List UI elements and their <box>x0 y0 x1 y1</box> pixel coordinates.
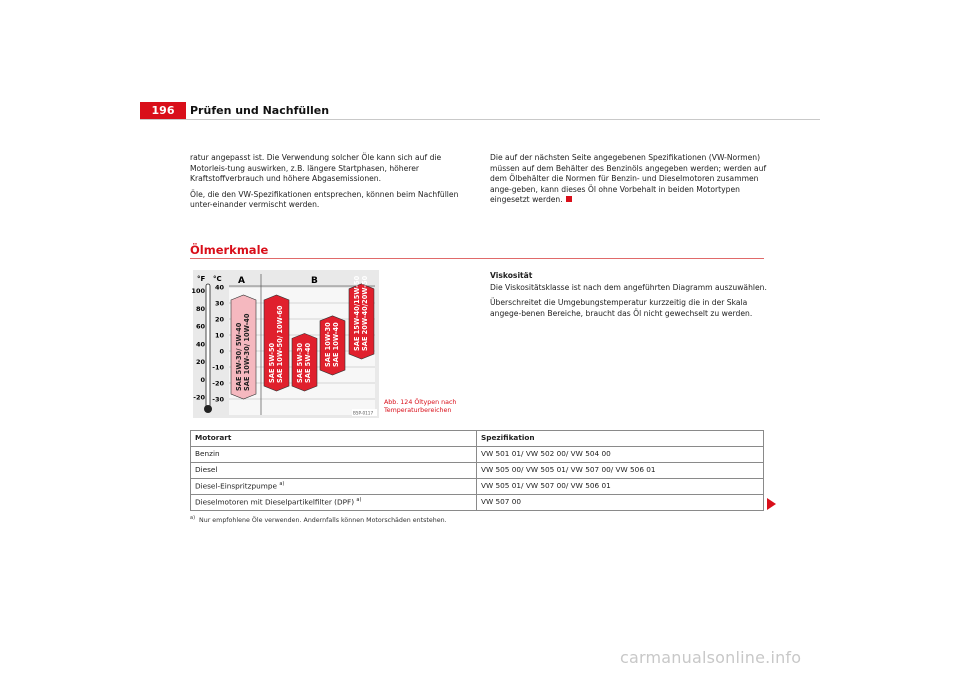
table-row <box>191 479 764 495</box>
watermark: carmanualsonline.info <box>620 648 802 667</box>
viscosity-heading: Viskosität <box>490 271 533 280</box>
footnote <box>190 515 447 524</box>
fahrenheit-label: °F <box>197 275 206 283</box>
specification-cell: VW 507 00 <box>477 495 764 511</box>
oil-grade-label: SAE 5W-30/ 5W-40 <box>235 322 243 391</box>
celsius-tick-label: -10 <box>212 363 224 372</box>
oil-grade-label: SAE 10W-40 <box>332 322 340 367</box>
right-column <box>490 153 768 211</box>
fahrenheit-tick-label: 20 <box>195 358 205 367</box>
oil-grade-label: SAE 5W-50 <box>268 342 276 383</box>
header-divider <box>140 119 820 120</box>
intro-paragraph-1: ratur angepasst ist. Die Verwendung solcher Öle kann sich auf die Motorleis-tung auswirken, z.B. längere Startphasen, höherer Kraftstoffverbrauch und höhere Abgasemissionen. <box>190 153 442 184</box>
next-page-arrow-icon[interactable] <box>767 498 776 510</box>
oil-grade-label: SAE 20W-40/20W-50 <box>361 275 369 351</box>
page-number: 196 <box>140 102 186 119</box>
footnote-text: Nur empfohlene Öle verwenden. Andernfalls können Motorschäden entstehen. <box>199 517 447 525</box>
oil-grade-label: SAE 5W-40 <box>304 342 312 383</box>
figure-caption <box>384 399 456 415</box>
celsius-tick-label: -30 <box>212 395 224 404</box>
footnote-ref: a) <box>279 481 285 487</box>
fahrenheit-tick-label: 40 <box>195 340 205 349</box>
fahrenheit-tick-label: 80 <box>195 304 205 313</box>
section-divider <box>190 258 764 259</box>
celsius-label: °C <box>213 275 222 283</box>
celsius-tick-label: 20 <box>214 315 224 324</box>
celsius-tick-label: -20 <box>212 379 224 388</box>
oil-grade-label: SAE 15W-40/15W-50 <box>353 275 361 351</box>
end-of-section-icon <box>566 196 572 202</box>
fahrenheit-tick-label: 60 <box>195 322 205 331</box>
viscosity-paragraph-1: Die Viskositätsklasse ist nach dem angeführten Diagramm auszuwählen. <box>490 282 767 292</box>
engine-type-cell: Benzin <box>191 447 477 463</box>
thermometer-bulb <box>204 405 212 413</box>
celsius-tick-label: 40 <box>214 283 224 292</box>
specification-cell: VW 505 01/ VW 507 00/ VW 506 01 <box>477 479 764 495</box>
footnote-marker: a) <box>190 515 196 521</box>
oil-viscosity-figure <box>193 270 379 418</box>
table-row <box>191 495 764 511</box>
fahrenheit-tick-label: -20 <box>193 393 205 402</box>
section-title: Ölmerkmale <box>190 243 269 257</box>
fahrenheit-tick-label: 0 <box>200 375 205 384</box>
oil-grade-label: SAE 10W-50/ 10W-60 <box>276 305 284 383</box>
viscosity-section <box>490 271 770 324</box>
viscosity-diagram <box>193 270 379 418</box>
celsius-tick-label: 0 <box>219 347 224 356</box>
left-column <box>190 153 466 216</box>
viscosity-paragraph-2: Überschreitet die Umgebungstemperatur kurzzeitig die in der Skala angege-benen Bereiche, braucht das Öl nicht gewechselt zu werden. <box>490 298 753 318</box>
specification-cell: VW 505 00/ VW 505 01/ VW 507 00/ VW 506 01 <box>477 463 764 479</box>
engine-type-cell: Diesel <box>191 463 477 479</box>
table-row <box>191 463 764 479</box>
table-header-row <box>191 431 764 447</box>
group-b-label: B <box>311 276 318 286</box>
celsius-tick-label: 30 <box>214 299 224 308</box>
oil-grade-label: SAE 5W-30 <box>296 342 304 383</box>
figure-caption-line-1: Abb. 124 Öltypen nach <box>384 399 457 406</box>
table-row <box>191 447 764 463</box>
header-specification: Spezifikation <box>477 431 764 447</box>
intro-paragraph-2: Öle, die den VW-Spezifikationen entsprechen, können beim Nachfüllen unter-einander vermischt werden. <box>190 189 459 210</box>
specification-cell: VW 501 01/ VW 502 00/ VW 504 00 <box>477 447 764 463</box>
engine-type-cell: Diesel-Einspritzpumpe $^{a)}$ <box>191 479 477 495</box>
footnote-ref: a) <box>356 497 362 503</box>
fahrenheit-tick-label: 100 <box>191 287 205 296</box>
oil-grade-label: SAE 10W-30 <box>324 322 332 367</box>
page-title: Prüfen und Nachfüllen <box>190 104 330 117</box>
figure-code: B5P-0117 <box>353 410 374 416</box>
engine-type-cell: Dieselmotoren mit Dieselpartikelfilter (DPF) $^{a)}$ <box>191 495 477 511</box>
figure-caption-line-2: Temperaturbereichen <box>384 407 452 414</box>
oil-grade-label: SAE 10W-30/ 10W-40 <box>243 313 251 391</box>
group-a-label: A <box>238 276 245 286</box>
celsius-tick-label: 10 <box>214 331 224 340</box>
header-engine-type: Motorart <box>191 431 477 447</box>
intro-paragraph-3: Die auf der nächsten Seite angegebenen Spezifikationen (VW-Normen) müssen auf dem Behälter des Benzinöls angegeben werden; werden auf dem Ölbehälter die Normen für Benzin- und Dieselmotoren zusammen ange-geben, kann dieses Öl ohne Vorbehalt in beiden Motortypen eingesetzt werden. <box>490 153 767 205</box>
specification-table <box>190 430 764 511</box>
thermometer-tube <box>206 284 210 408</box>
